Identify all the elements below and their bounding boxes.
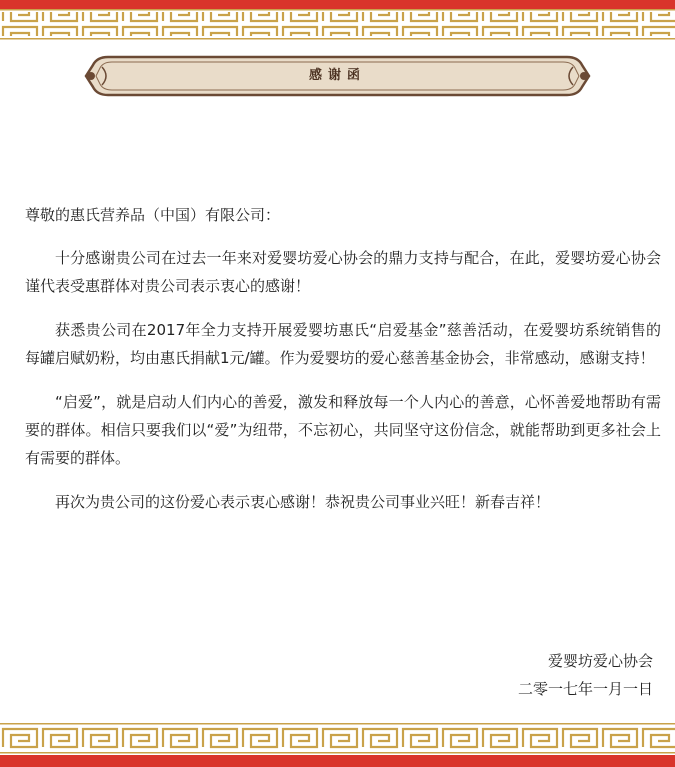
page-title: 感谢函 [308, 68, 366, 83]
letter-body [25, 201, 661, 532]
paragraph-thanks: 十分感谢贵公司在过去一年来对爱婴坊爱心协会的鼎力支持与配合，在此，爱婴坊爱心协会谨代表受惠群体对贵公司表示衷心的感谢！ [25, 249, 661, 295]
paragraph-closing: 再次为贵公司的这份爱心表示衷心感谢！恭祝贵公司事业兴旺！新春吉祥！ [55, 493, 551, 511]
bottom-fret-border [0, 721, 675, 765]
signature-block [518, 647, 653, 703]
title-banner [82, 53, 593, 99]
signature-organization: 爱婴坊爱心协会 [547, 652, 653, 670]
salutation: 尊敬的惠氏营养品（中国）有限公司： [25, 206, 281, 224]
fret-pattern-top [0, 0, 675, 44]
signature-date: 二零一七年一月一日 [517, 680, 653, 698]
paragraph-fund: 获悉贵公司在2017年全力支持开展爱婴坊惠氏“启爱基金”慈善活动，在爱婴坊系统销售的每罐启赋奶粉，均由惠氏捐献1元/罐。作为爱婴坊的爱心慈善基金协会，非常感动，感谢支持！ [25, 321, 661, 367]
paragraph-qiai: “启爱”，就是启动人们内心的善爱，激发和释放每一个人内心的善意，心怀善爱地帮助有需要的群体。相信只要我们以“爱”为纽带，不忘初心，共同坚守这份信念，就能帮助到更多社会上有需要的群体。 [25, 393, 661, 467]
fret-pattern-bottom [0, 721, 675, 767]
top-fret-border [0, 0, 675, 44]
